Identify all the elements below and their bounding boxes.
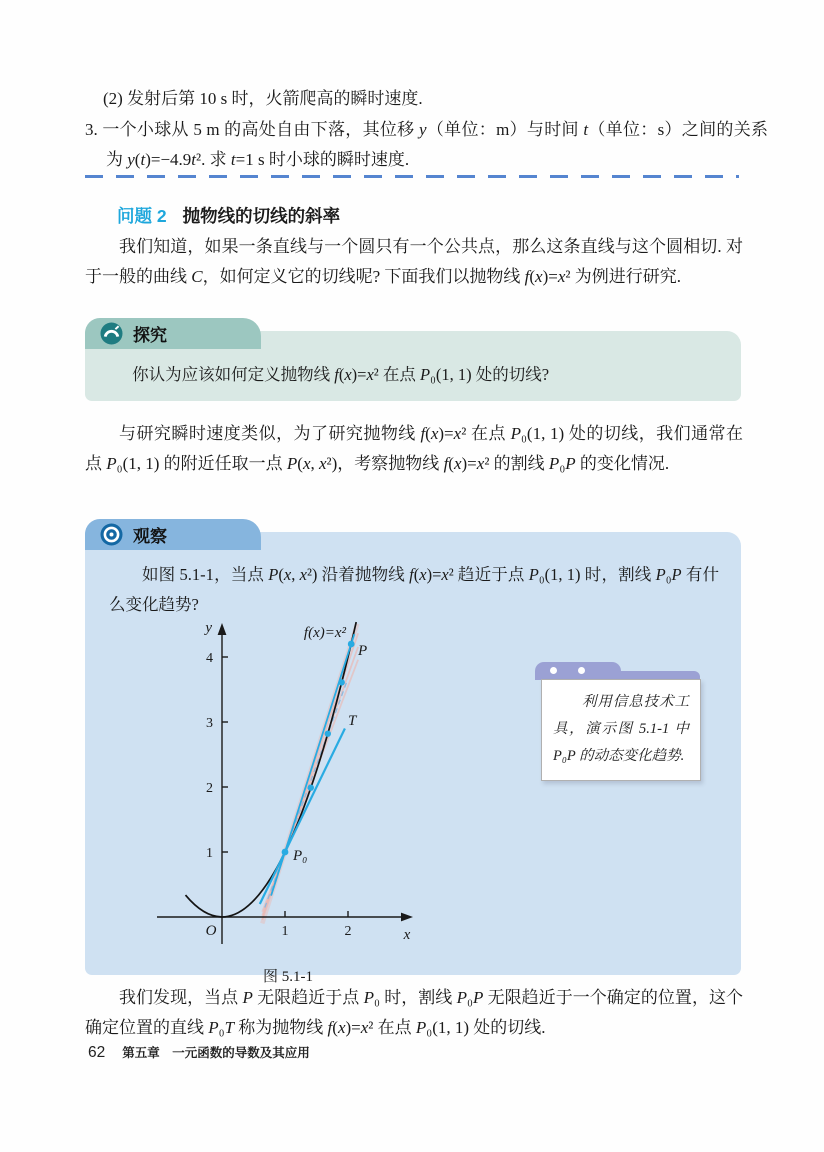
explore-panel-title: 探究 bbox=[133, 326, 167, 345]
x-axis-label: x bbox=[403, 927, 411, 943]
svg-text:2: 2 bbox=[344, 924, 352, 939]
observe-panel-body bbox=[85, 532, 741, 985]
curve-label: f(x)=x² bbox=[303, 625, 346, 641]
tick-labels bbox=[206, 651, 352, 939]
figure-plot bbox=[142, 612, 434, 954]
explore-question: 你认为应该如何定义抛物线 f(x)=x² 在点 P₀(1, 1) 处的切线? bbox=[132, 365, 550, 384]
observe-question: 如图 5.1-1，当点 P(x, x²) 沿着抛物线 f(x)=x² 趋近于点 P₀(1, 1) 时，割线 P₀P 有什么变化趋势? bbox=[109, 565, 720, 614]
svg-text:4: 4 bbox=[206, 651, 213, 666]
svg-text:1: 1 bbox=[281, 924, 289, 939]
figure-caption: 图 5.1-1 bbox=[263, 969, 313, 985]
point-p-label: P bbox=[358, 643, 368, 659]
page-number: 62 bbox=[88, 1044, 106, 1061]
exercise-item-3-number: 3. bbox=[85, 120, 98, 139]
svg-text:1: 1 bbox=[206, 846, 213, 861]
axes bbox=[157, 623, 413, 944]
note-card-dot bbox=[578, 667, 585, 674]
y-axis-label: y bbox=[205, 620, 212, 636]
observe-panel bbox=[85, 519, 741, 985]
tangent-line-t bbox=[260, 729, 345, 905]
note-card-tab bbox=[535, 662, 621, 680]
note-card-dot bbox=[550, 667, 557, 674]
page-footer bbox=[88, 1043, 310, 1062]
explore-icon bbox=[100, 322, 123, 345]
parabola-curve bbox=[186, 622, 357, 917]
origin-label: O bbox=[205, 923, 217, 939]
tangent-label: T bbox=[348, 713, 357, 729]
problem-heading bbox=[117, 203, 340, 228]
exercise-item-3 bbox=[85, 115, 768, 175]
dashed-divider bbox=[85, 175, 739, 178]
note-card bbox=[508, 662, 702, 802]
point-p0-dot bbox=[282, 849, 289, 856]
observe-panel-tab bbox=[85, 519, 261, 550]
point-p-dot bbox=[348, 641, 355, 648]
figure-5-1-1 bbox=[142, 612, 434, 954]
observe-panel-title: 观察 bbox=[133, 527, 167, 546]
exercise-item-3-text: 一个小球从 5 m 的高处自由下落，其位移 y（单位：m）与时间 t（单位：s）之间的关系为 y(t)=−4.9t². 求 t=1 s 时小球的瞬时速度. bbox=[102, 120, 769, 169]
point-p0-label: P₀ bbox=[293, 848, 308, 864]
paragraph-conclusion: 我们发现，当点 P 无限趋近于点 P₀ 时，割线 P₀P 无限趋近于一个确定的位置，这个确定位置的直线 P₀T 称为抛物线 f(x)=x² 在点 P₀(1, 1) 处的切线. bbox=[85, 988, 744, 1037]
chapter-title: 第五章 一元函数的导数及其应用 bbox=[122, 1046, 310, 1060]
paragraph-secant: 与研究瞬时速度类似，为了研究抛物线 f(x)=x² 在点 P₀(1, 1) 处的切线，我们通常在点 P₀(1, 1) 的附近任取一点 P(x, x²)，考察抛物线 f(x)=x² 的割线 P₀P 的变化情况. bbox=[85, 424, 743, 473]
svg-text:2: 2 bbox=[206, 781, 213, 796]
paragraph-intro: 我们知道，如果一条直线与一个圆只有一个公共点，那么这条直线与这个圆相切. 对于一般的曲线 C，如何定义它的切线呢? 下面我们以抛物线 f(x)=x² 为例进行研究. bbox=[85, 237, 743, 286]
problem-title: 抛物线的切线的斜率 bbox=[182, 206, 341, 226]
observe-icon bbox=[100, 523, 123, 546]
problem-label: 问题 2 bbox=[117, 206, 167, 226]
exercise-item-2: (2) 发射后第 10 s 时，火箭爬高的瞬时速度. bbox=[103, 89, 423, 108]
explore-panel-tab bbox=[85, 318, 261, 349]
svg-text:3: 3 bbox=[206, 716, 213, 731]
note-card-text: 利用信息技术工具，演示图 5.1-1 中 P₀P 的动态变化趋势. bbox=[541, 679, 701, 781]
explore-panel bbox=[85, 318, 741, 401]
